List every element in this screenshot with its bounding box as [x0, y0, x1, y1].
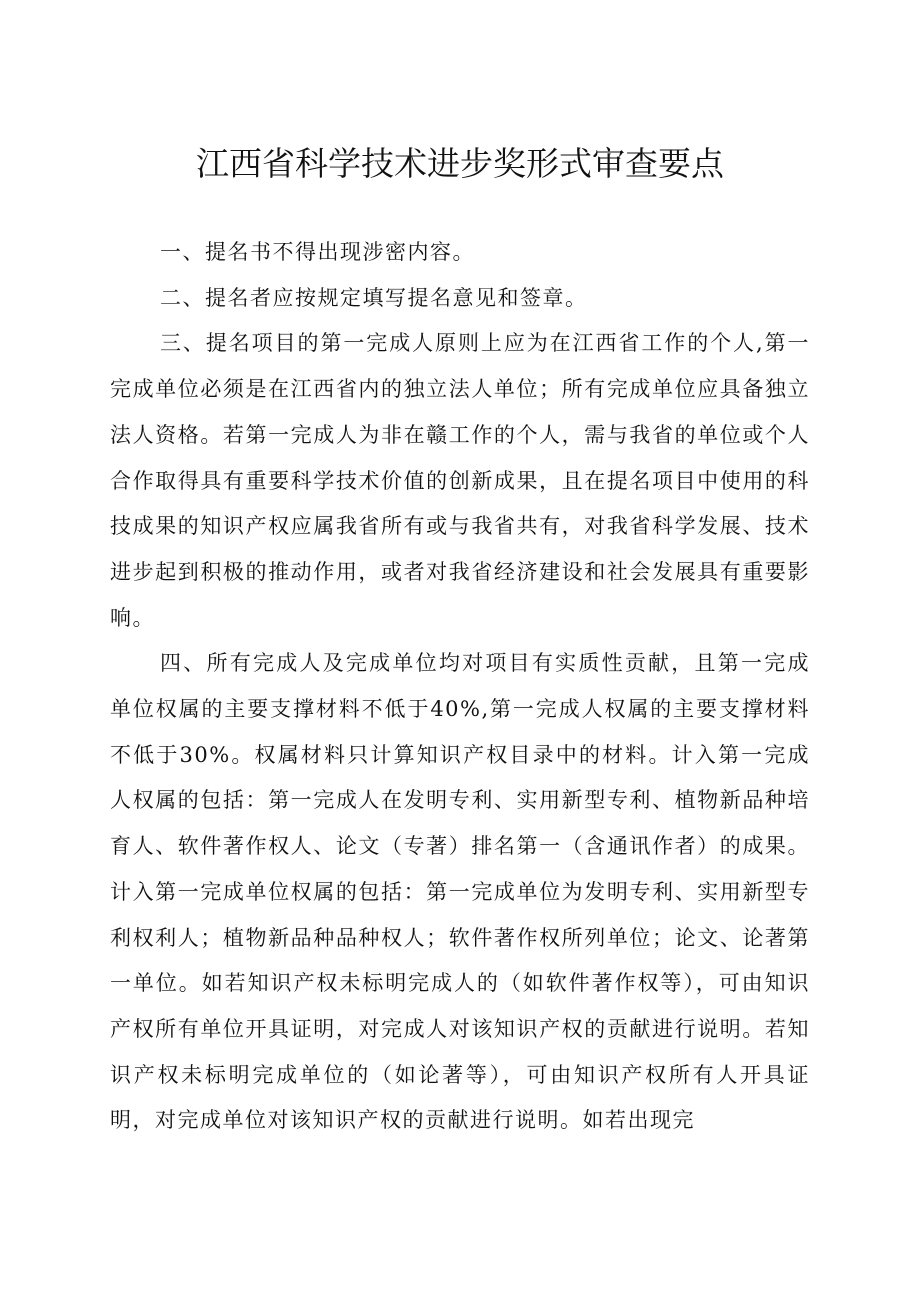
document-title: 江西省科学技术进步奖形式审查要点 [196, 144, 724, 183]
document-body [110, 230, 810, 1144]
paragraph-first-contributor: 三、提名项目的第一完成人原则上应为在江西省工作的个人,第一完成单位必须是在江西省内的独立法人单位；所有完成单位应具备独立法人资格。若第一完成人为非在赣工作的个人，需与我省的单位或个人合作取得具有重要科学技术价值的创新成果，且在提名项目中使用的科技成果的知识产权应属我省所有或与我省共有，对我省科学发展、技术进步起到积极的推动作用，或者对我省经济建设和社会发展具有重要影响。 [110, 331, 810, 630]
paragraph-confidentiality: 一、提名书不得出现涉密内容。 [160, 240, 475, 264]
paragraph-ownership-materials: 四、所有完成人及完成单位均对项目有实质性贡献，且第一完成单位权属的主要支撑材料不低于40%,第一完成人权属的主要支撑材料不低于30%。权属材料只计算知识产权目录中的材料。计入第一完成人权属的包括：第一完成人在发明专利、实用新型专利、植物新品种培育人、软件著作权人、论文（专著）排名第一（含通讯作者）的成果。计入第一完成单位权属的包括：第一完成单位为发明专利、实用新型专利权利人；植物新品种品种权人；软件著作权所列单位；论文、论著第一单位。如若知识产权未标明完成人的（如软件著作权等），可由知识产权所有单位开具证明，对完成人对该知识产权的贡献进行说明。若知识产权未标明完成单位的（如论著等），可由知识产权所有人开具证明，对完成单位对该知识产权的贡献进行说明。如若出现完 [110, 651, 810, 1133]
paragraph-nominator-signature: 二、提名者应按规定填写提名意见和签章。 [160, 285, 588, 310]
